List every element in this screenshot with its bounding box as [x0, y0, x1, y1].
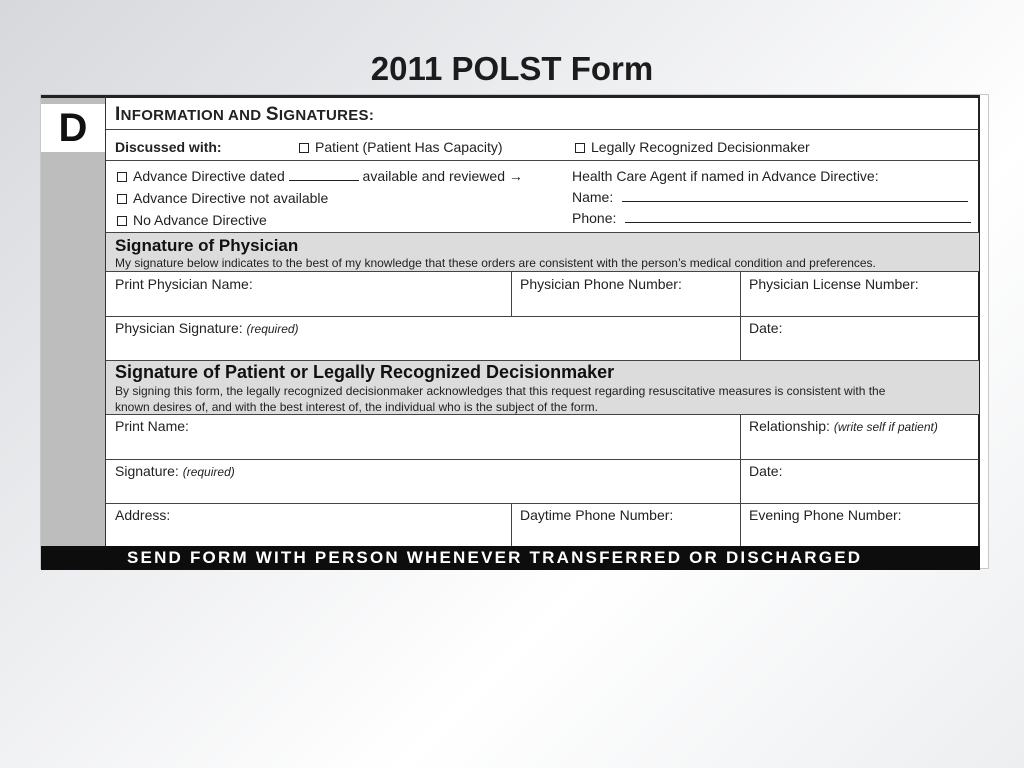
physician-license-field[interactable]: Physician License Number: [749, 276, 919, 292]
divider [106, 271, 979, 272]
discussed-decisionmaker-option[interactable]: Legally Recognized Decisionmaker [575, 139, 810, 155]
physician-statement: My signature below indicates to the best of my knowledge that these orders are consistent with the person’s medical condition and preferences. [115, 256, 876, 270]
section-letter: D [41, 104, 105, 152]
patient-date-field[interactable]: Date: [749, 463, 783, 479]
agent-heading: Health Care Agent if named in Advance Directive: [572, 168, 879, 184]
divider [511, 271, 512, 316]
divider [106, 459, 979, 460]
discussed-patient-option[interactable]: Patient (Patient Has Capacity) [299, 139, 503, 155]
divider [740, 459, 741, 503]
divider [740, 316, 741, 360]
divider [106, 503, 979, 504]
patient-statement-line2: known desires of, and with the best interest of, the individual who is the subject of the form. [115, 400, 598, 414]
discussed-with-label: Discussed with: [115, 139, 222, 155]
physician-date-field[interactable]: Date: [749, 320, 783, 336]
divider [106, 316, 979, 317]
no-directive-option[interactable]: No Advance Directive [117, 212, 267, 228]
directive-date-field[interactable] [289, 180, 359, 181]
patient-evening-phone-field[interactable]: Evening Phone Number: [749, 507, 902, 523]
directive-not-available-checkbox[interactable] [117, 194, 127, 204]
agent-name-field[interactable] [622, 201, 968, 202]
physician-print-name-field[interactable]: Print Physician Name: [115, 276, 253, 292]
directive-dated-checkbox[interactable] [117, 172, 127, 182]
agent-phone-row[interactable]: Phone: [572, 210, 971, 226]
form-grid [105, 95, 980, 546]
decisionmaker-checkbox[interactable] [575, 143, 585, 153]
patient-address-field[interactable]: Address: [115, 507, 171, 523]
patient-relationship-field[interactable]: Relationship: (write self if patient) [749, 418, 938, 434]
divider [106, 414, 979, 415]
divider [740, 414, 741, 459]
slide-title: 2011 POLST Form [370, 50, 654, 87]
patient-daytime-phone-field[interactable]: Daytime Phone Number: [520, 507, 674, 523]
patient-section-title: Signature of Patient or Legally Recognized Decisionmaker [115, 362, 615, 382]
patient-statement-line1: By signing this form, the legally recognized decisionmaker acknowledges that this request regarding resuscitative measures is consistent with the [115, 384, 886, 398]
polst-form-section-d [40, 94, 989, 569]
patient-checkbox[interactable] [299, 143, 309, 153]
directive-not-available-option[interactable]: Advance Directive not available [117, 190, 328, 206]
divider [106, 129, 979, 130]
agent-name-row[interactable]: Name: [572, 189, 968, 205]
agent-phone-field[interactable] [625, 222, 971, 223]
physician-signature-field[interactable]: Physician Signature: (required) [115, 320, 299, 336]
section-sidebar [41, 95, 105, 546]
patient-signature-field[interactable]: Signature: (required) [115, 463, 235, 479]
no-directive-checkbox[interactable] [117, 216, 127, 226]
directive-dated-option[interactable]: Advance Directive dated available and reviewed → [117, 168, 523, 184]
section-header: INFORMATION AND SIGNATURES: [115, 104, 375, 125]
form-footer-banner: SEND FORM WITH PERSON WHENEVER TRANSFERRED OR DISCHARGED [41, 546, 980, 570]
patient-print-name-field[interactable]: Print Name: [115, 418, 189, 434]
divider [106, 160, 979, 161]
divider [511, 503, 512, 549]
physician-phone-field[interactable]: Physician Phone Number: [520, 276, 682, 292]
physician-section-title: Signature of Physician [115, 236, 299, 255]
divider [740, 271, 741, 316]
divider [740, 503, 741, 549]
